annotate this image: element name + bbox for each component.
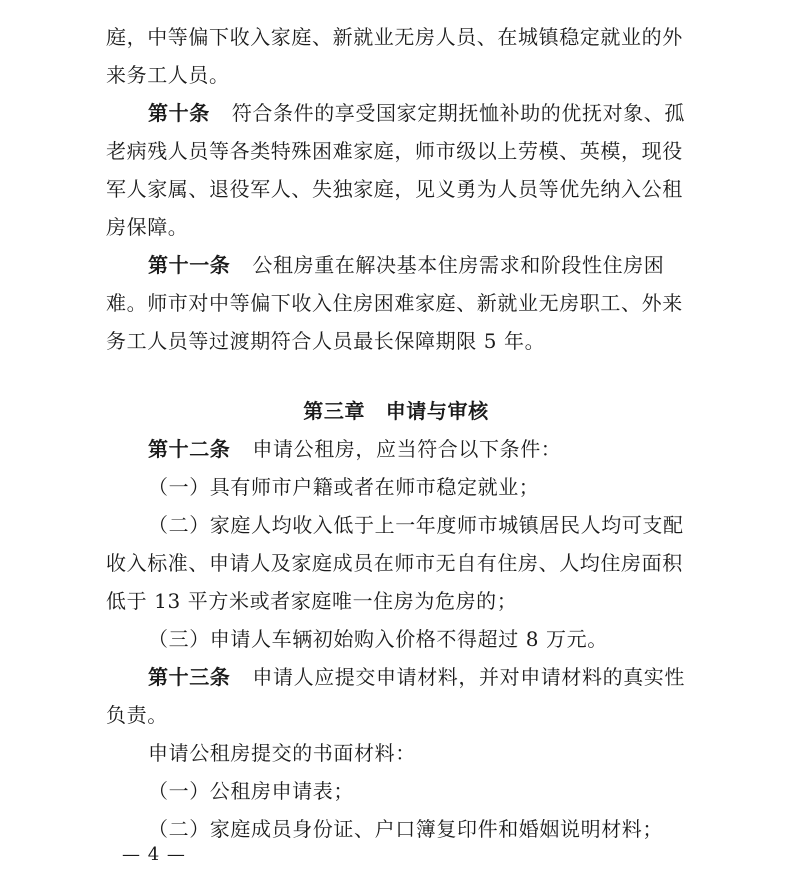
text-line: 低于 13 平方米或者家庭唯一住房为危房的； [106,589,518,613]
article-title: 第十条 [148,101,210,125]
text-line: 来务工人员。 [106,63,230,87]
text-line: 军人家属、退役军人、失独家庭，见义勇为人员等优先纳入公租 [106,177,683,201]
article-text: 申请人应提交申请材料，并对申请材料的真实性 [252,665,686,689]
text-line: 房保障。 [106,215,189,239]
text-line: 老病残人员等各类特殊困难家庭，师市级以上劳模、英模，现役 [106,139,683,163]
article-text: 公租房重在解决基本住房需求和阶段性住房困 [252,253,665,277]
text-line: （三）申请人车辆初始购入价格不得超过 8 万元。 [148,627,608,651]
text-line: 庭，中等偏下收入家庭、新就业无房人员、在城镇稳定就业的外 [106,25,683,49]
text-line: 难。师市对中等偏下收入住房困难家庭、新就业无房职工、外来 [106,291,683,315]
article-11 [148,246,696,284]
article-13 [148,658,696,696]
text-line: 收入标准、申请人及家庭成员在师市无自有住房、人均住房面积 [106,551,683,575]
article-12 [148,430,696,468]
text-line: （一）具有师市户籍或者在师市稳定就业； [148,475,540,499]
article-title: 第十三条 [148,665,231,689]
page-number: — 4 — [122,844,186,865]
article-text: 申请公租房，应当符合以下条件： [252,437,562,461]
article-10 [148,94,696,132]
article-title: 第十二条 [148,437,231,461]
text-line: （二）家庭人均收入低于上一年度师市城镇居民人均可支配 [148,513,684,537]
article-text: 符合条件的享受国家定期抚恤补助的优抚对象、孤 [231,101,686,125]
text-line: 负责。 [106,703,168,727]
chapter-heading: 第三章 申请与审核 [303,399,489,423]
article-title: 第十一条 [148,253,231,277]
text-line: 申请公租房提交的书面材料： [148,741,416,765]
text-line: （一）公租房申请表； [148,779,354,803]
text-line: 务工人员等过渡期符合人员最长保障期限 5 年。 [106,329,546,353]
text-line: （二）家庭成员身份证、户口簿复印件和婚姻说明材料； [148,817,663,841]
